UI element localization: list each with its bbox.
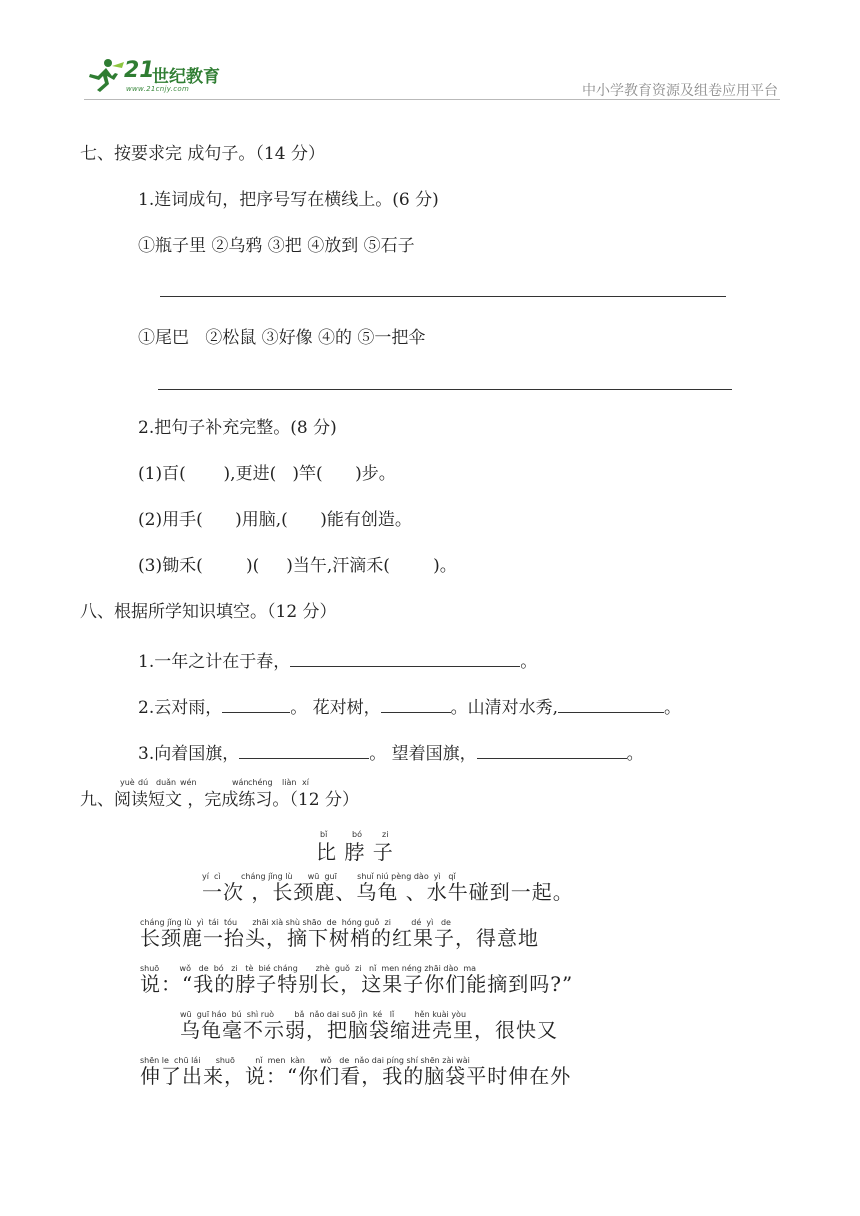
s7-q2-line1: (1)百( ),更进( )竿( )步。 (138, 464, 396, 484)
story-line-2: 长颈鹿一抬头，摘下树梢的红果子，得意地 (140, 926, 539, 950)
site-tagline: 中小学教育资源及组卷应用平台 (582, 83, 778, 99)
s7-q1-words-a: ①瓶子里 ②乌鸦 ③把 ④放到 ⑤石子 (138, 236, 415, 256)
s8-q2-part4: 。 (664, 698, 682, 718)
s8-q2-part2: 。 花对树， (290, 698, 381, 718)
logo (86, 56, 236, 98)
s8-q3 (138, 740, 644, 764)
logo-text: 世纪教育 (152, 67, 220, 87)
story-line-3: 说：“我的脖子特别长，这果子你们能摘到吗?” (140, 972, 574, 996)
s8-q1-prefix: 1.一年之计在于春， (138, 652, 291, 672)
blank[interactable] (239, 740, 369, 759)
s8-q2 (138, 694, 681, 718)
s7-q2-line2: (2)用手( )用脑,( )能有创造。 (138, 510, 412, 530)
s8-q1-suffix: 。 (520, 652, 538, 672)
blank[interactable] (222, 694, 290, 713)
logo-url: www.21cnjy.com (126, 85, 190, 93)
section-7-title: 七、按要求完 成句子。（14 分） (80, 144, 325, 164)
s8-q2-part3: 。山清对水秀, (450, 698, 559, 718)
s7-q1-words-b: ①尾巴 ②松鼠 ③好像 ④的 ⑤一把伞 (138, 328, 426, 348)
story-line-4: 乌龟毫不示弱，把脑袋缩进壳里，很快又 (180, 1018, 558, 1042)
section-8-title: 八、根据所学知识填空。（12 分） (80, 602, 337, 622)
blank[interactable] (290, 648, 520, 667)
s8-q3-part1: 3.向着国旗， (138, 744, 240, 764)
story-line-3-pinyin: shuō wǒ de bó zi tè bié cháng zhè guǒ zi nǐ men néng zhāi dào ma (140, 964, 477, 973)
story-line-4-pinyin: wū guī háo bú shì ruò bǎ nǎo dai suō jìn ké lǐ hěn kuài yòu (180, 1010, 467, 1019)
story-line-1: 一次 ，长颈鹿、乌龟 、水牛碰到一起。 (202, 880, 574, 904)
runner-logo-icon (86, 58, 126, 92)
answer-line-b[interactable] (158, 389, 732, 390)
s8-q2-part1: 2.云对雨， (138, 698, 223, 718)
answer-line-a[interactable] (160, 296, 726, 297)
blank[interactable] (477, 740, 627, 759)
s8-q3-part2: 。 望着国旗， (369, 744, 477, 764)
story-title: 比 脖 子 (316, 840, 394, 864)
blank[interactable] (558, 694, 664, 713)
s9-title-prefix: 九、 (80, 790, 114, 810)
s8-q1 (138, 648, 537, 672)
story-line-1-pinyin: yí cì cháng jǐng lù wū guī shuǐ niú pèng dào yì qǐ (202, 872, 456, 881)
story-line-5-pinyin: shēn le chū lái shuō nǐ men kàn wǒ de nǎo dai píng shí shēn zài wài (140, 1056, 470, 1065)
blank[interactable] (381, 694, 451, 713)
section-9-title (80, 790, 359, 810)
s7-q2-line3: (3)锄禾( )( )当午,汗滴禾( )。 (138, 556, 457, 576)
logo-number: 21 (124, 58, 155, 83)
header-divider (84, 99, 780, 100)
s8-q3-part3: 。 (626, 744, 644, 764)
s9-title-text: 阅读短文 ，完成练习。（12 分） (114, 790, 359, 810)
s7-q1-title: 1.连词成句，把序号写在横线上。(6 分) (138, 190, 439, 210)
story-line-5: 伸了出来，说：“你们看，我的脑袋平时伸在外 (140, 1064, 572, 1088)
story-line-2-pinyin: cháng jǐng lù yì tái tóu zhāi xià shù shāo de hóng guǒ zi dé yì de (140, 918, 451, 927)
s7-q2-title: 2.把句子补充完整。(8 分) (138, 418, 337, 438)
